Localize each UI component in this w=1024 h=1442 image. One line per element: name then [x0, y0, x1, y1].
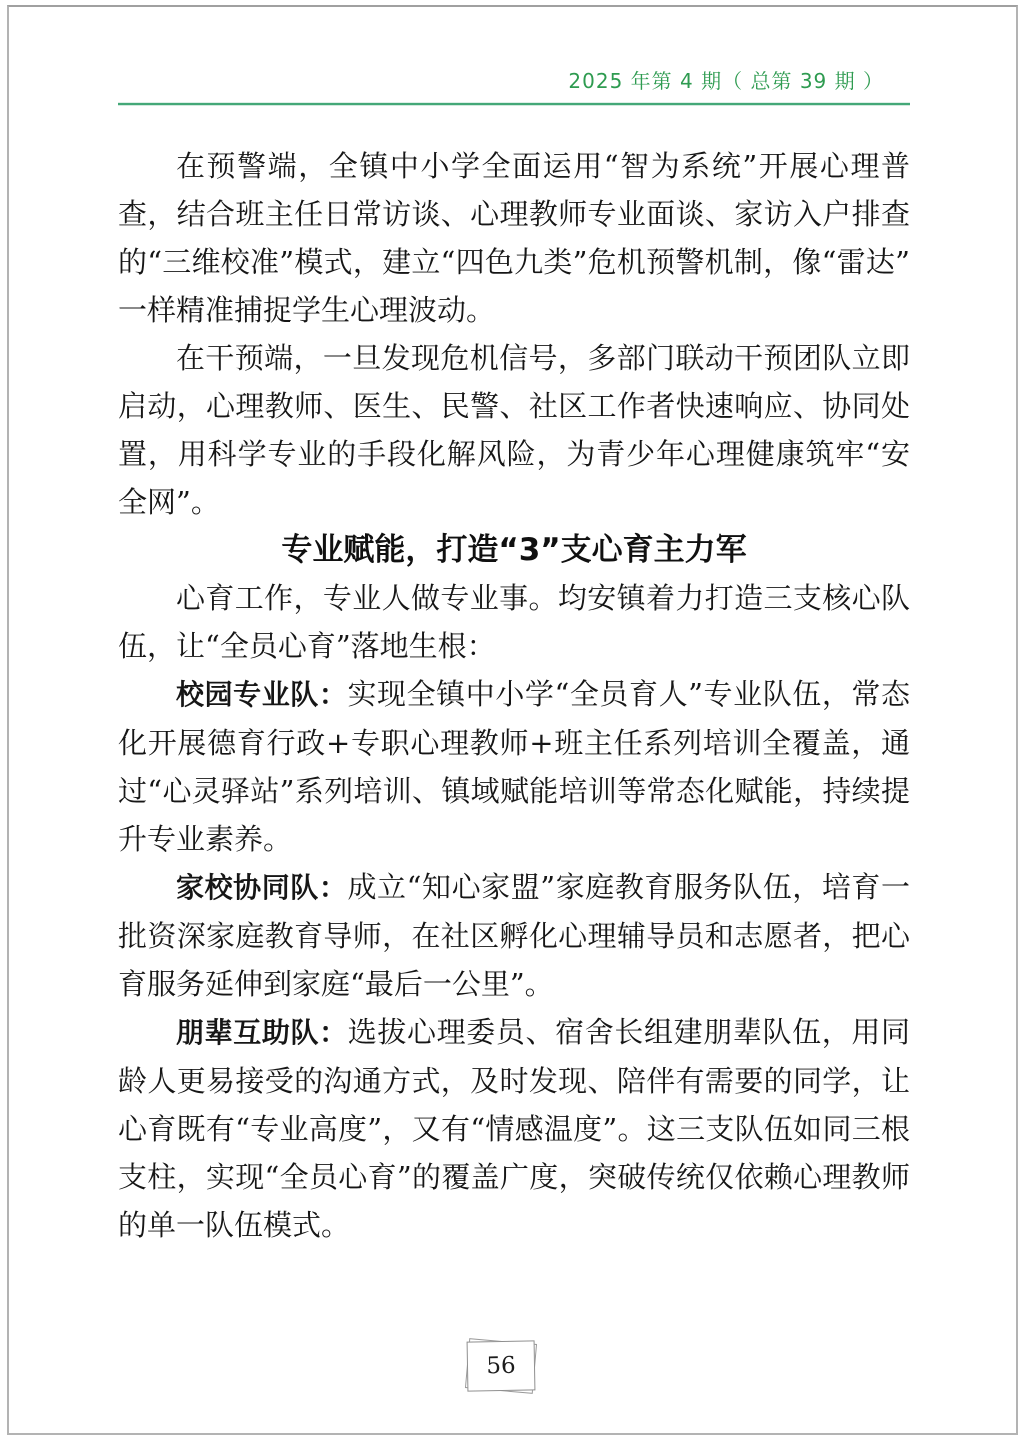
paragraph-text: 实现全镇中小学“全员育人”专业队伍，常态化开展德育行政+专职心理教师+班主任系列培训全覆盖，通过“心灵驿站”系列培训、镇域赋能培训等常态化赋能，持续提升专业素养。	[118, 677, 910, 856]
page-number: 56	[486, 1352, 516, 1380]
paragraph-family-team	[118, 863, 910, 1008]
page-content	[118, 0, 910, 1249]
document-body	[118, 142, 910, 1249]
paragraph-warning-end	[118, 142, 910, 334]
paragraph-intervention-end	[118, 334, 910, 526]
paragraph-school-team	[118, 670, 910, 863]
header-rule	[118, 103, 910, 105]
paragraph-teams-intro	[118, 574, 910, 670]
page-number-front-sheet	[467, 1340, 536, 1391]
paragraph-text: 心育工作，专业人做专业事。均安镇着力打造三支核心队伍，让“全员心育”落地生根：	[118, 581, 910, 663]
section-heading: 专业赋能，打造“3”支心育主力军	[281, 532, 747, 568]
paragraph-text: 在预警端，全镇中小学全面运用“智为系统”开展心理普查，结合班主任日常访谈、心理教师专业面谈、家访入户排查的“三维校准”模式，建立“四色九类”危机预警机制，像“雷达”一样精准捕捉学生心理波动。	[118, 149, 910, 327]
paragraph-text: 选拔心理委员、宿舍长组建朋辈队伍，用同龄人更易接受的沟通方式，及时发现、陪伴有需要的同学，让心育既有“专业高度”，又有“情感温度”。这三支队伍如同三根支柱，实现“全员心育”的覆盖广度，突破传统仅依赖心理教师的单一队伍模式。	[118, 1015, 910, 1242]
paragraph-lead: 家校协同队：	[176, 871, 348, 904]
paragraph-text: 成立“知心家盟”家庭教育服务队伍，培育一批资深家庭教育导师，在社区孵化心理辅导员和志愿者，把心育服务延伸到家庭“最后一公里”。	[118, 870, 910, 1001]
paragraph-lead: 校园专业队：	[176, 678, 348, 711]
paragraph-peer-team	[118, 1008, 910, 1249]
paragraph-text: 在干预端，一旦发现危机信号，多部门联动干预团队立即启动，心理教师、医生、民警、社区工作者快速响应、协同处置，用科学专业的手段化解风险，为青少年心理健康筑牢“安全网”。	[118, 341, 910, 519]
issue-label: 2025 年第 4 期（ 总第 39 期 ）	[568, 69, 884, 93]
paragraph-lead: 朋辈互助队：	[176, 1016, 348, 1049]
masthead	[118, 68, 910, 105]
page-number-box	[467, 1341, 535, 1391]
